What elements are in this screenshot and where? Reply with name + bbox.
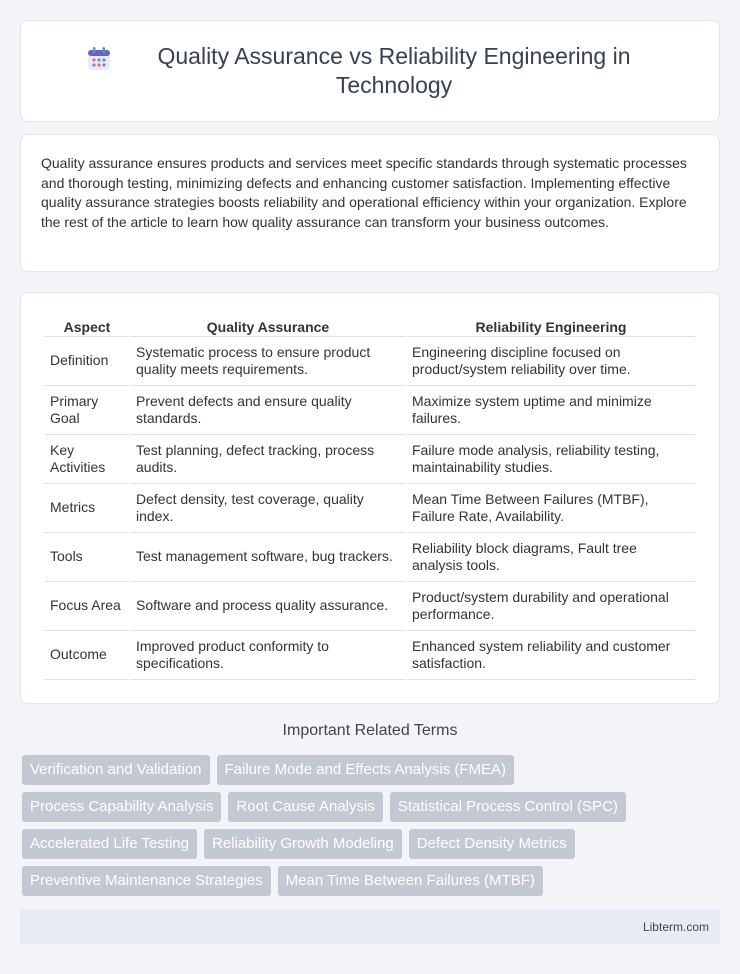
table-cell-re: Reliability block diagrams, Fault tree analysis tools.	[407, 533, 695, 582]
tag-row	[22, 755, 722, 785]
related-terms-list	[22, 755, 722, 903]
tag-row	[22, 829, 722, 859]
table-cell-qa: Improved product conformity to specifications.	[131, 631, 405, 680]
table-cell-aspect: Definition	[45, 337, 129, 386]
table-cell-aspect: Focus Area	[45, 582, 129, 631]
intro-text: Quality assurance ensures products and services meet specific standards through systematic processes and thorough testing, minimizing defects and enhancing customer satisfaction. Implementing effective quality assurance strategies boosts reliability and operational efficiency within your organization. Explore the rest of the article to learn how quality assurance can transform your business outcomes.	[41, 155, 687, 230]
table-cell-qa: Software and process quality assurance.	[131, 582, 405, 631]
tag-reliability-growth-modeling[interactable]: Reliability Growth Modeling	[204, 829, 402, 859]
tag-statistical-process-control[interactable]: Statistical Process Control (SPC)	[390, 792, 626, 822]
header-card	[20, 20, 720, 122]
table-cell-aspect: Key Activities	[45, 435, 129, 484]
table-cell-re: Product/system durability and operational performance.	[407, 582, 695, 631]
table-cell-re: Enhanced system reliability and customer satisfaction.	[407, 631, 695, 680]
table-cell-qa: Test planning, defect tracking, process audits.	[131, 435, 405, 484]
table-row	[45, 435, 695, 484]
table-cell-qa: Test management software, bug trackers.	[131, 533, 405, 582]
table-cell-aspect: Outcome	[45, 631, 129, 680]
table-cell-re: Engineering discipline focused on product/system reliability over time.	[407, 337, 695, 386]
header-quality-assurance: Quality Assurance	[131, 311, 405, 337]
page-title: Quality Assurance vs Reliability Engineering in Technology	[157, 43, 631, 98]
table-cell-aspect: Metrics	[45, 484, 129, 533]
table-cell-qa: Defect density, test coverage, quality index.	[131, 484, 405, 533]
table-header-row	[45, 311, 695, 337]
tag-row	[22, 866, 722, 896]
tag-process-capability-analysis[interactable]: Process Capability Analysis	[22, 792, 221, 822]
header-reliability-engineering: Reliability Engineering	[407, 311, 695, 337]
table-cell-qa: Prevent defects and ensure quality standards.	[131, 386, 405, 435]
table-row	[45, 337, 695, 386]
calendar-icon	[86, 46, 112, 72]
table-cell-aspect: Tools	[45, 533, 129, 582]
intro-card	[20, 134, 720, 272]
table-cell-re: Failure mode analysis, reliability testing, maintainability studies.	[407, 435, 695, 484]
footer-site-name[interactable]: Libterm.com	[642, 920, 709, 934]
tag-verification-and-validation[interactable]: Verification and Validation	[22, 755, 210, 785]
table-row	[45, 533, 695, 582]
tag-fmea[interactable]: Failure Mode and Effects Analysis (FMEA)	[217, 755, 515, 785]
comparison-table	[43, 311, 697, 680]
table-row	[45, 484, 695, 533]
table-cell-qa: Systematic process to ensure product quality meets requirements.	[131, 337, 405, 386]
comparison-table-card	[20, 292, 720, 704]
tag-mtbf[interactable]: Mean Time Between Failures (MTBF)	[278, 866, 543, 896]
table-cell-re: Mean Time Between Failures (MTBF), Failure Rate, Availability.	[407, 484, 695, 533]
table-cell-aspect: Primary Goal	[45, 386, 129, 435]
tag-accelerated-life-testing[interactable]: Accelerated Life Testing	[22, 829, 197, 859]
table-row	[45, 582, 695, 631]
table-cell-re: Maximize system uptime and minimize failures.	[407, 386, 695, 435]
tag-defect-density-metrics[interactable]: Defect Density Metrics	[409, 829, 575, 859]
related-terms-title: Important Related Terms	[282, 722, 458, 739]
tag-preventive-maintenance-strategies[interactable]: Preventive Maintenance Strategies	[22, 866, 271, 896]
table-row	[45, 631, 695, 680]
tag-row	[22, 792, 722, 822]
header-aspect: Aspect	[45, 311, 129, 337]
tag-root-cause-analysis[interactable]: Root Cause Analysis	[228, 792, 382, 822]
footer	[20, 910, 720, 944]
table-row	[45, 386, 695, 435]
